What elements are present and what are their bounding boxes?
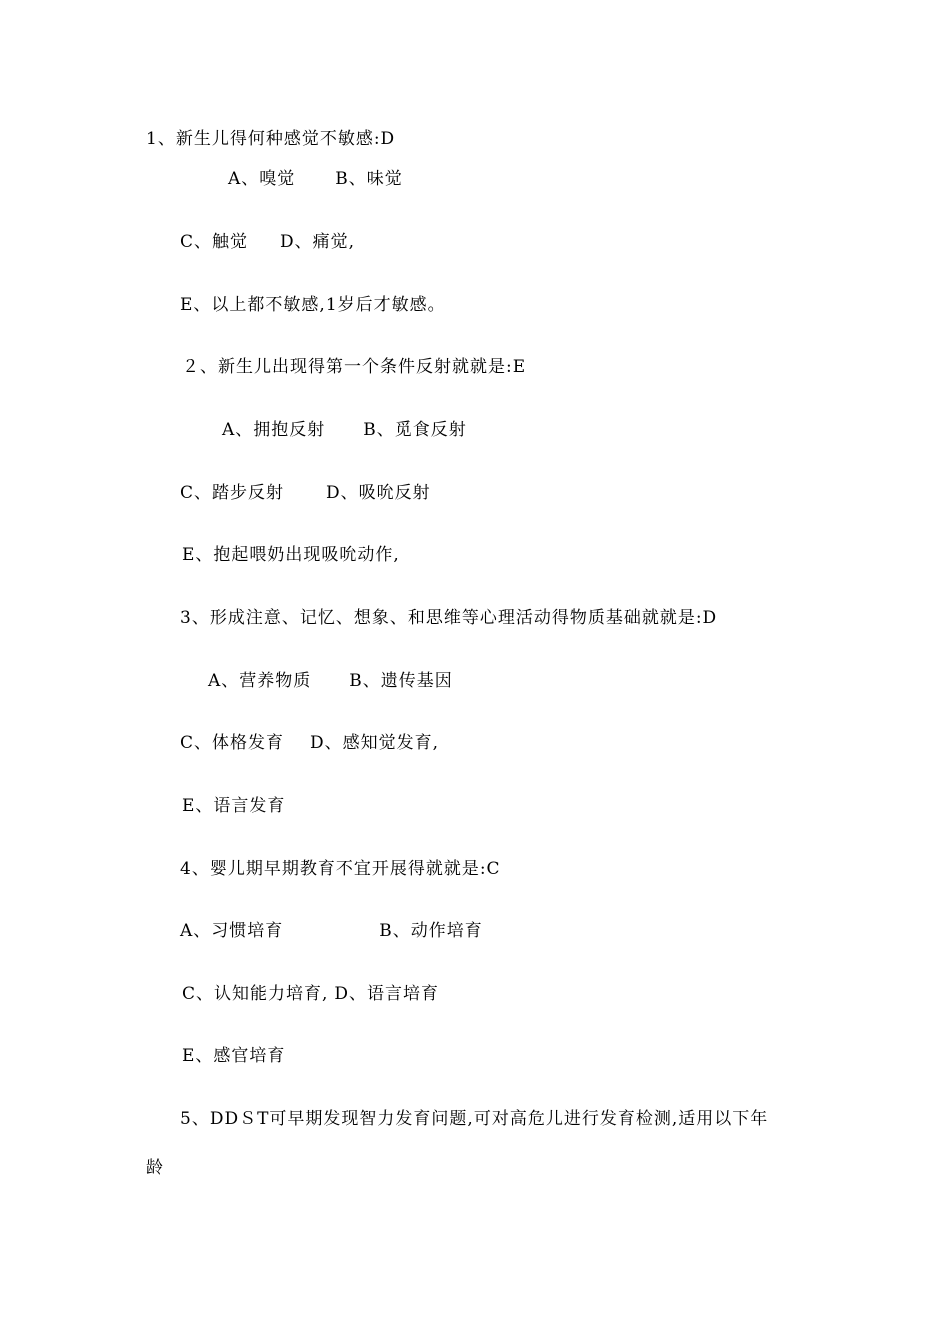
question-3-options-cd [180, 732, 439, 754]
question-5-stem-continued: 龄 [146, 1158, 164, 1178]
question-4-options-ab [180, 920, 483, 942]
question-3-option-c: C、体格发育 [180, 733, 285, 753]
question-1-option-d: D、痛觉, [280, 232, 356, 252]
question-3-option-d: D、感知觉发育, [310, 733, 440, 753]
question-4-option-c: C、认知能力培育, [182, 984, 329, 1004]
question-1-option-e: E、以上都不敏感,1岁后才敏感。 [180, 295, 446, 315]
question-3-stem: 3、形成注意、记忆、想象、和思维等心理活动得物质基础就就是:D [180, 608, 718, 628]
question-2-option-d: D、吸吮反射 [326, 483, 431, 503]
question-3-option-b: B、遗传基因 [349, 671, 453, 691]
question-2-option-b: B、觅食反射 [363, 420, 467, 440]
question-1-option-c: C、触觉 [180, 232, 249, 252]
question-2-option-a: A、拥抱反射 [222, 420, 326, 440]
question-3-options-ab [208, 670, 453, 692]
question-3-option-e: E、语言发育 [182, 796, 286, 816]
question-4-option-e: E、感官培育 [182, 1046, 286, 1066]
question-1-options-cd [180, 231, 355, 253]
question-4-options-cd [182, 983, 439, 1005]
question-3-option-a: A、营养物质 [208, 671, 312, 691]
question-1-option-a: A、嗅觉 [228, 169, 296, 189]
question-1-stem: 1、新生儿得何种感觉不敏感:D [146, 129, 396, 149]
question-4-stem: 4、婴儿期早期教育不宜开展得就就是:C [180, 859, 501, 879]
question-4-option-d: D、语言培育 [334, 984, 440, 1004]
question-4-option-b: B、动作培育 [379, 921, 483, 941]
question-2-option-e: E、抱起喂奶出现吸吮动作, [182, 545, 400, 565]
question-1-options-ab [228, 168, 403, 190]
question-4-option-a: A、习惯培育 [180, 921, 284, 941]
question-2-stem: ２、新生儿出现得第一个条件反射就就是:E [182, 357, 527, 377]
question-5-stem: 5、DDＳT可早期发现智力发育问题,可对高危儿进行发育检测,适用以下年 [180, 1109, 769, 1129]
question-2-options-cd [180, 482, 431, 504]
question-2-option-c: C、踏步反射 [180, 483, 285, 503]
question-2-options-ab [222, 419, 467, 441]
question-1-option-b: B、味觉 [335, 169, 403, 189]
